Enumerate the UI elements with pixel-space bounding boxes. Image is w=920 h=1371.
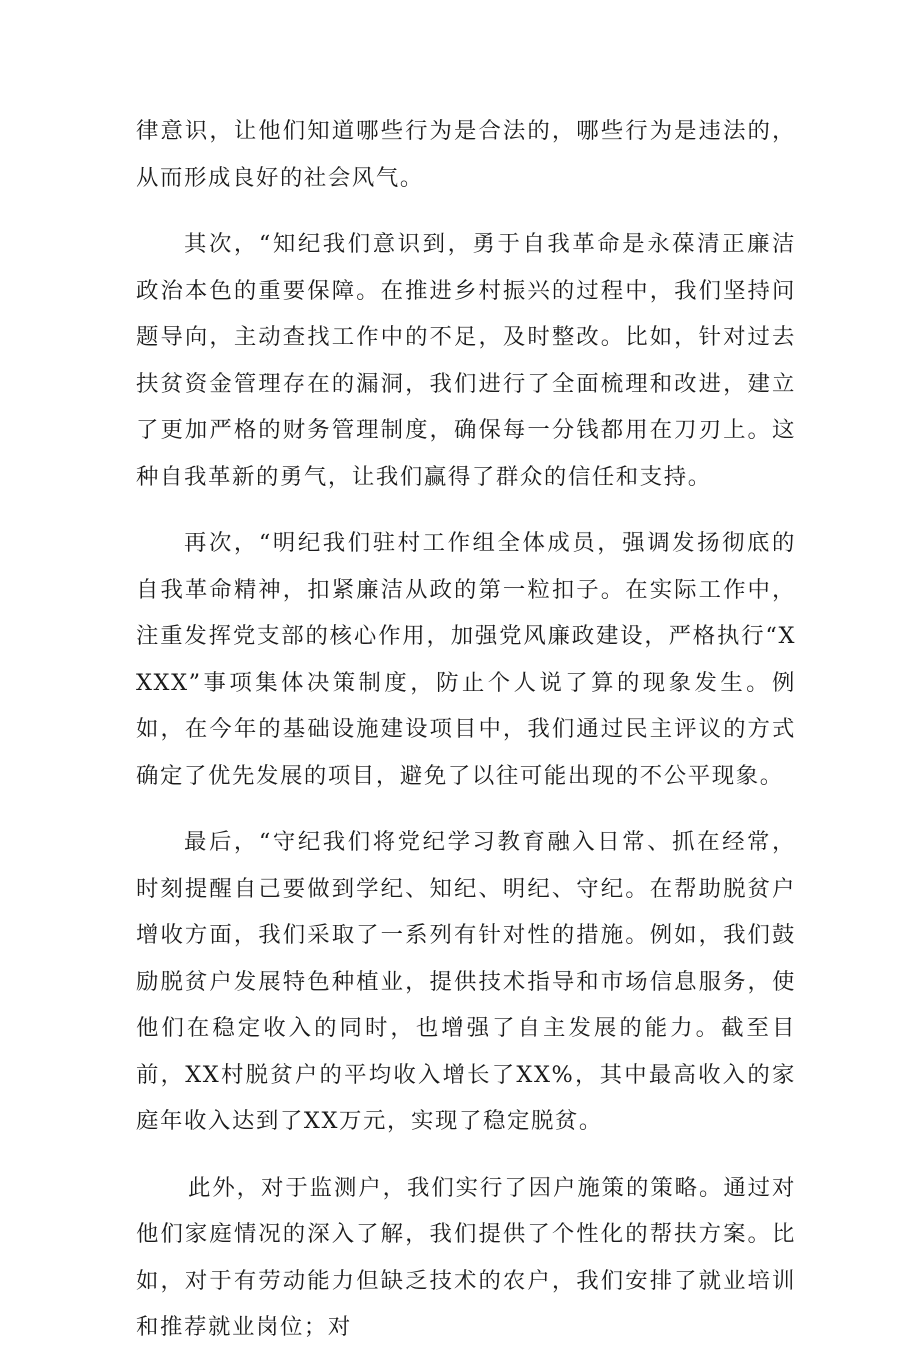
body-text (136, 108, 796, 1371)
paragraph-continuation: 律意识，让他们知道哪些行为是合法的，哪些行为是违法的，从而形成良好的社会风气。 (136, 118, 796, 191)
paragraph-third-clarifying-discipline: 再次，“明纪我们驻村工作组全体成员，强调发扬彻底的自我革命精神，扣紧廉洁从政的第一粒扣子。在实际工作中，注重发挥党支部的核心作用，加强党风廉政建设，严格执行“XXXX”事项集体决策制度，防止个人说了算的现象发生。例如，在今年的基础设施建设项目中，我们通过民主评议的方式确定了优先发展的项目，避免了以往可能出现的不公平现象。 (136, 530, 796, 789)
paragraph-monitoring-households: 此外，对于监测户，我们实行了因户施策的策略。通过对他们家庭情况的深入了解，我们提供了个性化的帮扶方案。比如，对于有劳动能力但缺乏技术的农户，我们安排了就业培训和推荐就业岗位；对 (136, 1174, 796, 1340)
paragraph-second-knowing-discipline: 其次，“知纪我们意识到，勇于自我革命是永葆清正廉洁政治本色的重要保障。在推进乡村振兴的过程中，我们坚持问题导向，主动查找工作中的不足，及时整改。比如，针对过去扶贫资金管理存在的漏洞，我们进行了全面梳理和改进，建立了更加严格的财务管理制度，确保每一分钱都用在刀刃上。这种自我革新的勇气，让我们赢得了群众的信任和支持。 (136, 231, 796, 490)
paragraph-last-keeping-discipline: 最后，“守纪我们将党纪学习教育融入日常、抓在经常，时刻提醒自己要做到学纪、知纪、明纪、守纪。在帮助脱贫户增收方面，我们采取了一系列有针对性的措施。例如，我们鼓励脱贫户发展特色种植业，提供技术指导和市场信息服务，使他们在稳定收入的同时，也增强了自主发展的能力。截至目前，XX村脱贫户的平均收入增长了XX%，其中最高收入的家庭年收入达到了XX万元，实现了稳定脱贫。 (136, 829, 796, 1134)
